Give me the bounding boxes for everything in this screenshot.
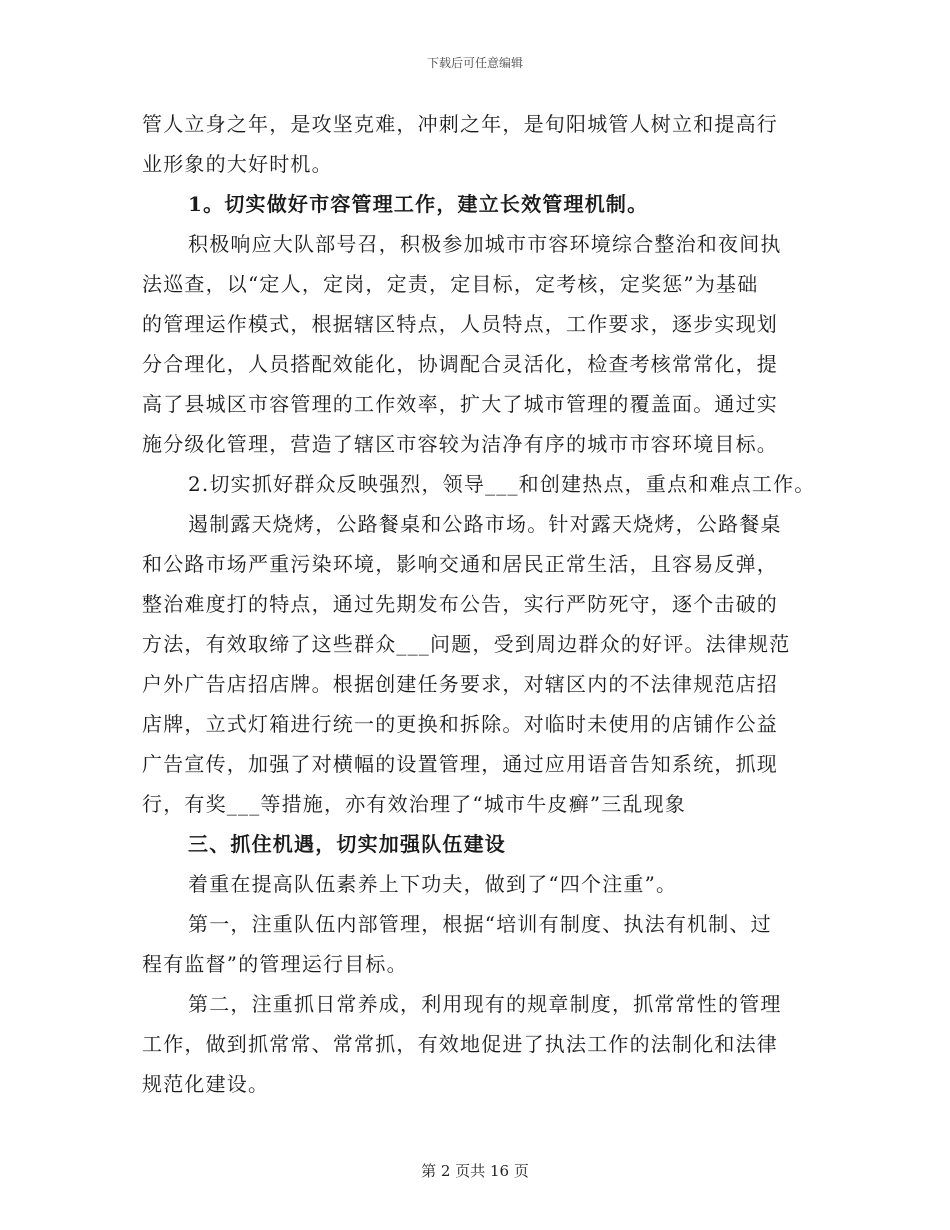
paragraph-line: 店牌，立式灯箱进行统一的更换和拆除。对临时未使用的店铺作公益 [142,712,778,736]
paragraph-line: 整治难度打的特点，通过先期发布公告，实行严防死守，逐个击破的 [142,592,778,616]
paragraph-line: 方法，有效取缔了这些群众___问题，受到周边群众的好评。法律规范 [142,632,791,656]
document-body [142,104,832,1104]
paragraph-line: 施分级化管理，营造了辖区市容较为洁净有序的城市市容环境目标。 [142,432,778,456]
paragraph-line: 行，有奖___等措施，亦有效治理了“城市牛皮癣”三乱现象 [142,792,687,816]
paragraph-line: 积极响应大队部号召，积极参加城市市容环境综合整治和夜间执 [188,232,782,256]
paragraph-line: 着重在提高队伍素养上下功夫，做到了“四个注重”。 [188,872,678,896]
paragraph-line: 业形象的大好时机。 [142,152,333,176]
paragraph-line: 和公路市场严重污染环境，影响交通和居民正常生活，且容易反弹， [142,552,778,576]
paragraph-line: 工作，做到抓常常、常常抓，有效地促进了执法工作的法制化和法律 [142,1032,778,1056]
paragraph-line: 户外广告店招店牌。根据创建任务要求，对辖区内的不法律规范店招 [142,672,778,696]
paragraph-line: 第二，注重抓日常养成，利用现有的规章制度，抓常常性的管理 [188,992,782,1016]
paragraph-line: 规范化建设。 [142,1072,270,1096]
paragraph-line: 2.切实抓好群众反映强烈，领导___和创建热点，重点和难点工作。 [188,472,816,496]
paragraph-line: 的管理运作模式，根据辖区特点，人员特点，工作要求，逐步实现划 [142,312,778,336]
paragraph-line: 程有监督”的管理运行目标。 [142,952,408,976]
paragraph-line: 遏制露天烧烤，公路餐桌和公路市场。针对露天烧烤，公路餐桌 [188,512,782,536]
page-number-footer: 第 2 页共 16 页 [421,1162,529,1180]
paragraph-line: 广告宣传，加强了对横幅的设置管理，通过应用语音告知系统，抓现 [142,752,778,776]
header-note: 下载后可任意编辑 [426,56,523,70]
section-heading-line: 1。切实做好市容管理工作，建立长效管理机制。 [188,192,649,216]
paragraph-line: 高了县城区市容管理的工作效率，扩大了城市管理的覆盖面。通过实 [142,392,778,416]
section-heading-line: 三、抓住机遇，切实加强队伍建设 [188,832,506,856]
paragraph-line: 第一，注重队伍内部管理，根据“培训有制度、执法有机制、过 [188,912,772,936]
paragraph-line: 分合理化，人员搭配效能化，协调配合灵活化，检查考核常常化，提 [142,352,778,376]
paragraph-line: 法巡查，以“定人，定岗，定责，定目标，定考核，定奖惩”为基础 [142,272,759,296]
paragraph-line: 管人立身之年，是攻坚克难，冲刺之年，是旬阳城管人树立和提高行 [142,112,778,136]
